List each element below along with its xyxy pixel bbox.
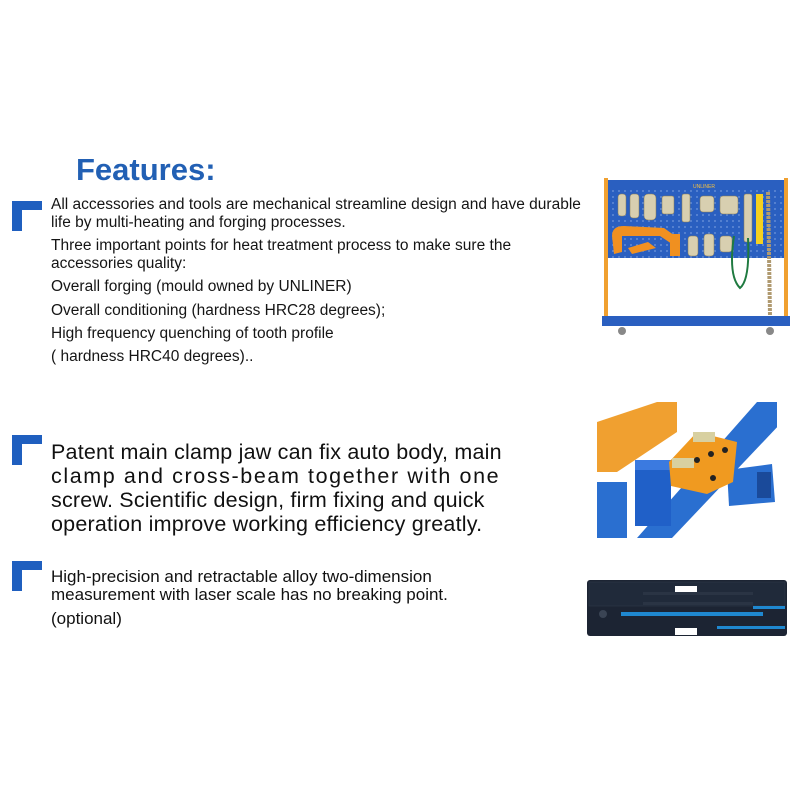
feature3-text — [51, 568, 551, 628]
feature2-line-2: clamp and cross-beam together with one — [51, 464, 501, 488]
feature2-line-4: operation improve working efficiency greatly. — [51, 512, 483, 536]
feature1-para1: All accessories and tools are mechanical streamline design and have durable life by multi-heating and forging processes. — [51, 196, 581, 231]
bullet-corner-icon — [12, 435, 42, 465]
feature2-line-3: screw. Scientific design, firm fixing and quick — [51, 488, 485, 512]
measurement-case-image — [583, 572, 795, 640]
feature1-para2: Three important points for heat treatment process to make sure the accessories quality: — [51, 237, 512, 272]
feature2-line-1: Patent main clamp jaw can fix auto body, main — [51, 440, 502, 464]
main-clamp-image — [597, 402, 777, 538]
feature1-point-2: Overall conditioning (hardness HRC28 degrees); — [51, 302, 386, 319]
bullet-corner-icon — [12, 561, 42, 591]
bullet-corner-icon — [12, 201, 42, 231]
feature2-text — [51, 440, 551, 536]
tool-board-image — [598, 176, 792, 336]
feature3-line-1: High-precision and retractable alloy two-dimension — [51, 567, 432, 586]
feature1-point-3: High frequency quenching of tooth profile — [51, 325, 334, 342]
feature1-point-1: Overall forging (mould owned by UNLINER) — [51, 278, 352, 295]
feature1-point-4: ( hardness HRC40 degrees).. — [51, 348, 254, 365]
feature3-line-2: measurement with laser scale has no breaking point. — [51, 585, 448, 604]
feature3-optional: (optional) — [51, 609, 122, 628]
svg-text:UNLINER: UNLINER — [693, 184, 715, 190]
features-heading: Features: — [76, 152, 216, 187]
